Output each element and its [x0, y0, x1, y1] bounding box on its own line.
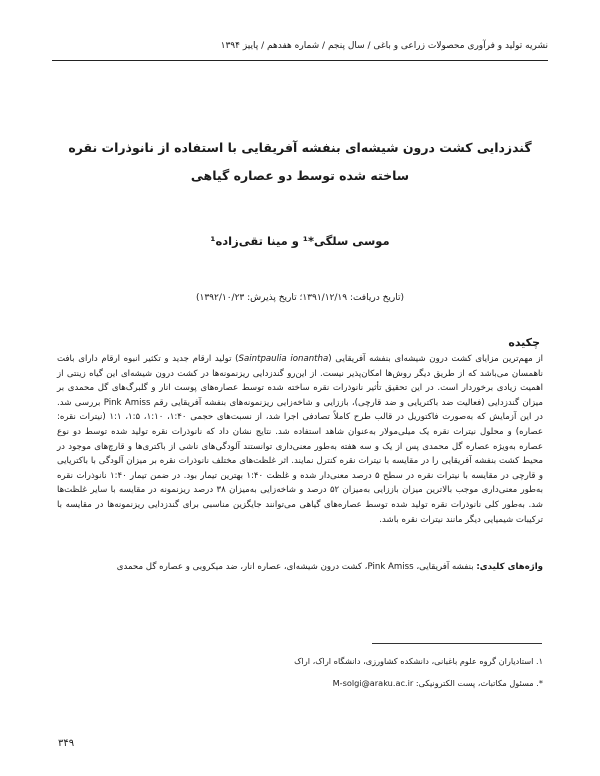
- keywords: [57, 560, 543, 574]
- abstract-body: [57, 352, 543, 527]
- author-email[interactable]: M-solgi@araku.ac.ir: [332, 678, 414, 688]
- abstract-text-start: از مهم‌ترین مزایای کشت درون شیشه‌ای بنفشه آفریقایی (: [328, 354, 543, 364]
- keywords-text: بنفشه آفریقایی، Pink Amiss، کشت درون شیشه‌ای، عصاره انار، ضد میکروبی و عصاره گل محمدی: [116, 562, 477, 572]
- article-title: [60, 134, 540, 190]
- keywords-label: واژه‌های کلیدی:: [476, 562, 543, 572]
- abstract-text-rest: ) تولید ارقام جدید و تکثیر انبوه ارقام دارای بافت ناهمسان می‌باشد که از طریق دیگر روش‌ها امکان‌پذیر نیست. از این‌رو گندزدایی ریزنمونه‌ها در کشت درون شیشه‌ای این گیاه زینتی از اهمیت زیادی برخوردار است. در این تحقیق تأثیر نانوذرات نقره ساخته شده توسط عصاره‌های پوست انار و گلبرگ‌های گل محمدی بر میزان گندزدایی (فعالیت ضد باکتریایی و ضد قارچی)، باززایی و شاخه‌زایی ریزنمونه‌های بنفشه آفریقایی رقم Pink Amiss بررسی شد. در این آزمایش که به‌صورت فاکتوریل در قالب طرح کاملاً تصادفی اجرا شد، از نسبت‌های حجمی ۱:۴۰، ۱:۱۰، ۱:۵، ۱:۱ (نیترات نقره: عصاره) و محلول نیترات نقره یک میلی‌مولار به‌عنوان شاهد استفاده شد. نتایج نشان داد که نانوذرات نقره تولید شده توسط دو نوع عصاره به‌ویژه عصاره گل محمدی پس از یک و سه هفته به‌طور معنی‌داری توانستند آلودگی‌های ناشی از باکتری‌ها و قارچ‌های موجود در محیط کشت بنفشه آفریقایی را در مقایسه با نیترات نقره کنترل نمایند. اثر غلظت‌های مختلف نانوذرات نقره بر میزان آلودگی با باکتریایی و قارچی در مقایسه با نیترات نقره در سطح ۵ درصد معنی‌دار شده و غلظت ۱:۴۰ بهترین تیمار بود. در ضمن تیمار ۱:۴۰ نانوذرات نقره به‌طور معنی‌داری موجب بالاترین میزان باززایی به‌میزان ۵۲ درصد و شاخه‌زایی به‌میزان ۳۸ درصد ریزنمونه در مقایسه با سایر غلظت‌ها شد. به‌طور کلی نانوذرات نقره تولید شده توسط عصاره‌های گیاهی می‌توانند جایگزین مناسبی برای گندزدایی ریزنمونه‌ها در مقایسه با ترکیبات شیمیایی دیگر مانند نیترات نقره باشد.: [57, 354, 543, 525]
- corresponding-note: [57, 672, 543, 694]
- scientific-name: Saintpaulia ionantha: [238, 354, 329, 364]
- title-line-2: ساخته شده توسط دو عصاره گیاهی: [190, 168, 410, 183]
- journal-info: نشریه تولید و فرآوری محصولات زراعی و باغی / سال پنجم / شماره هفدهم / پاییز ۱۳۹۴: [220, 41, 548, 51]
- footnotes: [57, 650, 543, 694]
- affiliation-note: ۱. استادیاران گروه علوم باغبانی، دانشکده کشاورزی، دانشگاه اراک، اراک: [294, 656, 543, 666]
- abstract-heading: چکیده: [508, 336, 540, 349]
- authors: موسی سلگی‌*¹ و مینا تقی‌زاده¹: [210, 234, 390, 248]
- running-header: [52, 38, 548, 61]
- received-accepted-dates: (تاریخ دریافت: ۱۳۹۱/۱۲/۱۹؛ تاریخ پذیرش: ۱۳۹۲/۱۰/۲۳): [195, 293, 404, 303]
- page-number: ۳۴۹: [58, 738, 75, 749]
- footnote-divider: [372, 643, 542, 644]
- corresponding-label: *. مسئول مکاتبات، پست الکترونیکی:: [413, 678, 543, 688]
- title-line-1: گندزدایی کشت درون شیشه‌ای بنفشه آفریقایی با استفاده از نانوذرات نقره: [68, 140, 532, 155]
